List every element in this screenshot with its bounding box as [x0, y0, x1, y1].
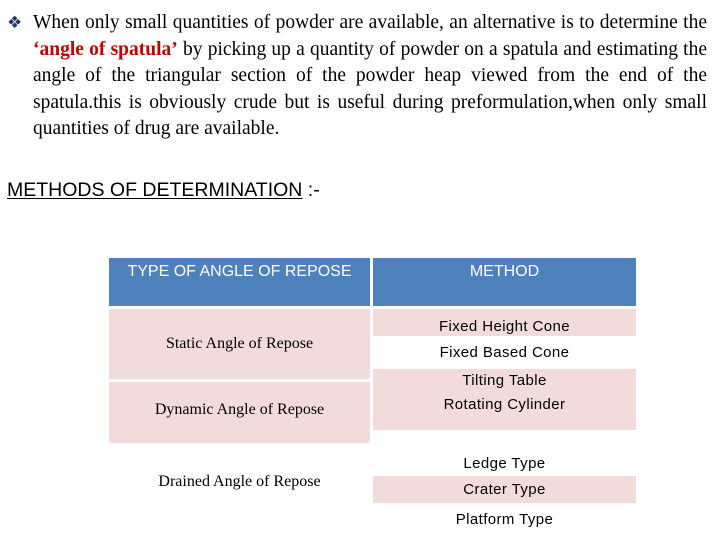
table-cell-method	[373, 446, 636, 474]
table-cell-method	[373, 339, 636, 366]
table-cell-method-group	[373, 369, 636, 430]
table-cell-type: Drained Angle of Repose	[158, 472, 321, 490]
intro-emphasis: ‘angle of spatula’	[33, 38, 178, 60]
section-heading	[7, 178, 320, 202]
table-cell-type: Static Angle of Repose	[165, 335, 314, 352]
table-cell-type: Dynamic Angle of Repose	[154, 400, 325, 418]
intro-text	[33, 10, 707, 143]
table-header-method	[373, 258, 636, 306]
method-label: Crater Type	[463, 481, 546, 498]
table-cell-method	[373, 476, 636, 503]
method-label: Ledge Type	[463, 455, 546, 472]
table-row-static-type	[109, 309, 370, 379]
method-label: Fixed Based Cone	[439, 344, 570, 361]
section-heading-suffix: :-	[302, 179, 320, 201]
diamond-bullet-icon: ❖	[7, 13, 23, 33]
table-row-dynamic-type	[109, 382, 370, 443]
method-label: Rotating Cylinder	[443, 396, 566, 413]
method-label: Platform Type	[455, 510, 554, 528]
method-label: Tilting Table	[462, 372, 547, 389]
intro-text-part1: When only small quantities of powder are available, an alternative is to determine the	[33, 12, 707, 33]
table-cell-method	[373, 505, 636, 533]
table-header-method-label: METHOD	[469, 263, 540, 280]
table-header-type-label: TYPE OF ANGLE OF REPOSE	[127, 263, 352, 280]
intro-paragraph	[7, 10, 707, 143]
section-heading-text: METHODS OF DETERMINATION	[7, 179, 303, 201]
table-cell-method	[373, 309, 636, 336]
table-row-drained-type	[109, 446, 370, 540]
table-header-type	[109, 258, 370, 306]
method-label: Fixed Height Cone	[438, 318, 571, 335]
intro-text-part2: by picking up a quantity of powder on a spatula and estimating the angle of the triangular section of the powder heap viewed from the end of the spatula.this is obviously crude but is useful during preformulation,when only small quantities of drug are available.	[33, 38, 707, 140]
